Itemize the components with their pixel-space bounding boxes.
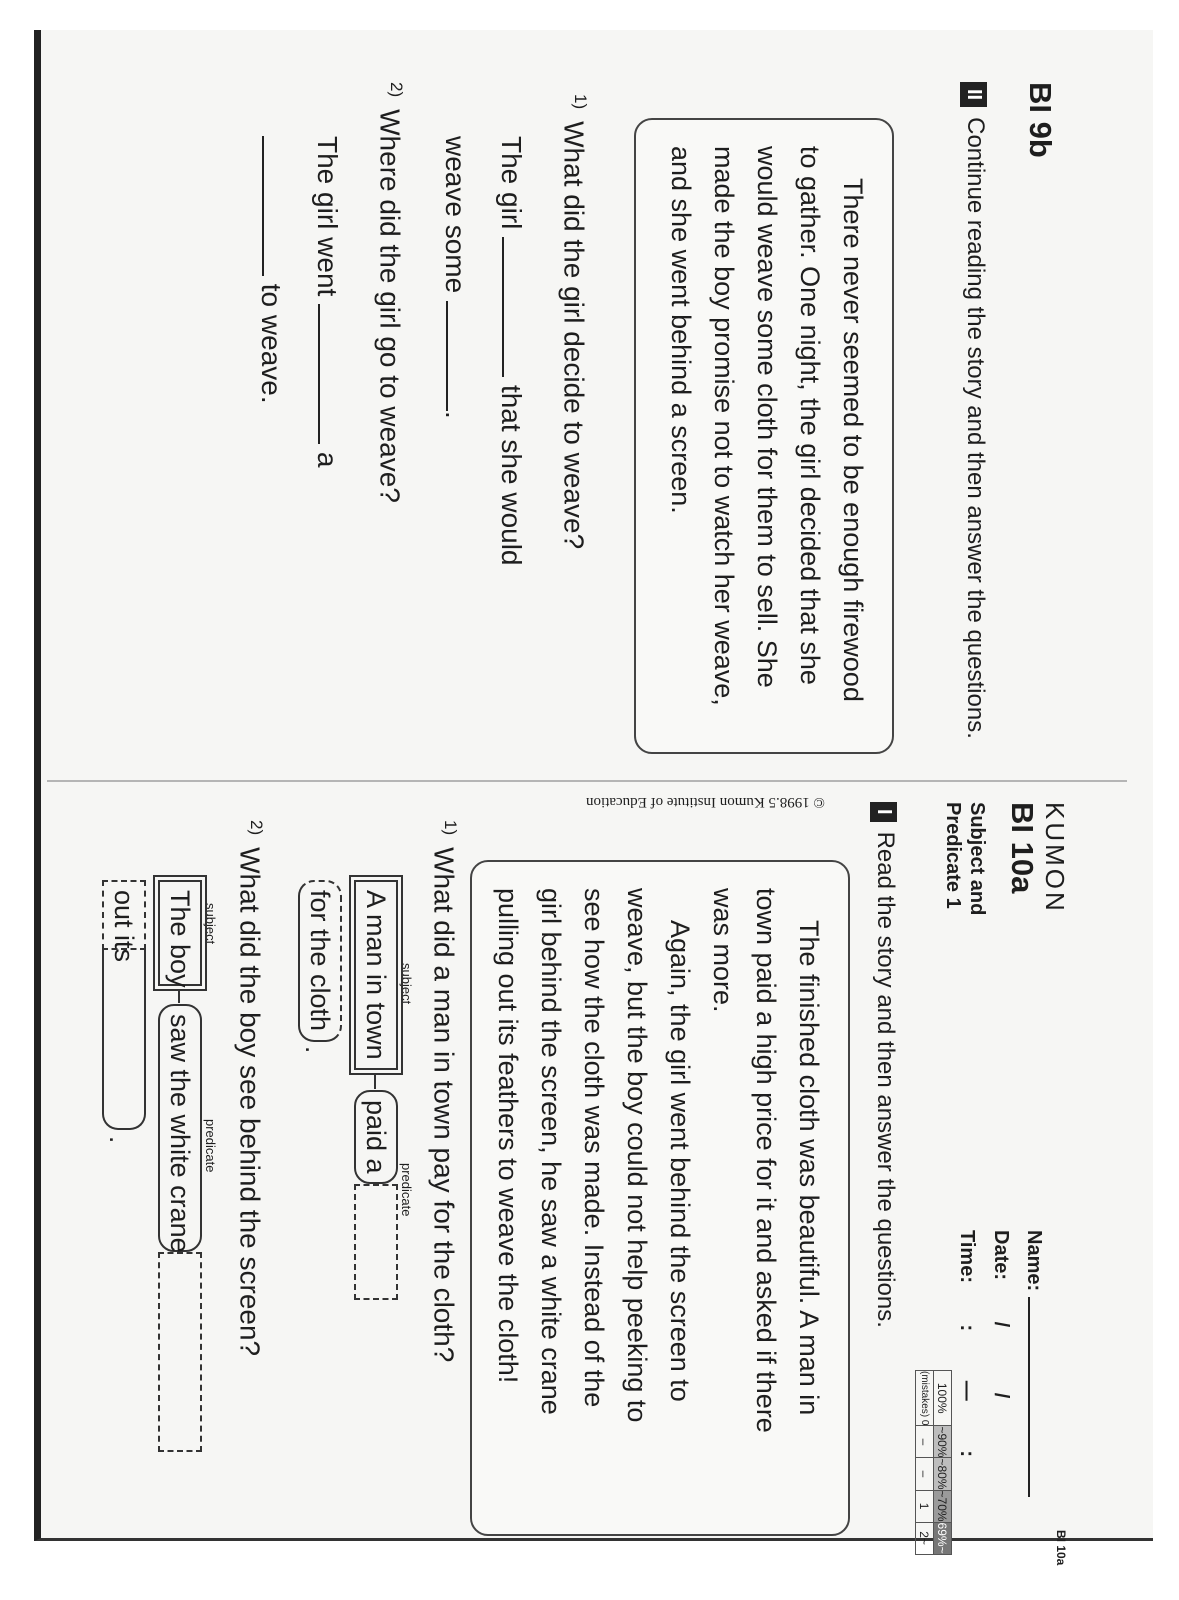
subject-box: The boy [158, 880, 202, 986]
topic-line-2: Predicate 1 [942, 802, 964, 909]
question-number: 2) [247, 820, 266, 836]
section-mark: II [960, 82, 987, 107]
question-1 [558, 94, 590, 549]
time-field [955, 1230, 978, 1457]
predicate-answer-input[interactable] [354, 1184, 398, 1300]
story-line: girl behind the screen, he saw a white crane [536, 888, 566, 1415]
predicate-caption: predicate [399, 1160, 414, 1219]
subject-caption: subject [203, 900, 218, 947]
name-field [1022, 1230, 1048, 1497]
answer-text: to weave. [256, 283, 287, 404]
instruction [958, 82, 992, 762]
continuation-answer-input[interactable] [102, 950, 146, 1130]
score-value: (mistakes) 0 [916, 1371, 934, 1426]
predicate-box: saw the white crane [158, 1004, 202, 1252]
answer-line [495, 136, 530, 566]
copyright: © 1998.5 Kumon Institute of Education [586, 794, 825, 810]
topic-line-1: Subject and [966, 802, 988, 916]
page-fold [47, 780, 1127, 782]
score-table [915, 1370, 952, 1555]
score-header: ~70% [935, 1490, 950, 1522]
subject-box: A man in town [354, 880, 398, 1070]
score-value: – [916, 1426, 934, 1458]
predicate-caption: predicate [203, 1116, 218, 1175]
story-line: Again, the girl went behind the screen to [665, 920, 695, 1402]
corner-code: BI 10a [1054, 1530, 1068, 1566]
question-number: 1) [571, 94, 590, 110]
story-line: pulling out its feathers to weave the cloth! [493, 888, 523, 1384]
question-number: 1) [441, 820, 460, 836]
date-field [989, 1230, 1012, 1398]
name-label: Name: [1023, 1230, 1045, 1292]
answer-blank[interactable] [502, 237, 530, 377]
connector-line [374, 1075, 376, 1089]
answer-text: that she would [496, 384, 527, 566]
story-line: to gather. One night, the girl decided that she [795, 146, 825, 685]
period: . [104, 1136, 134, 1144]
continuation-box: for the cloth [298, 880, 342, 1042]
answer-text: . [440, 410, 471, 419]
story-line: made the boy promise not to watch her weave, [709, 146, 739, 706]
question-1 [428, 820, 460, 1362]
score-header: 100% [934, 1371, 952, 1426]
worksheet-bi-9b [50, 60, 1070, 770]
question-text: What did the boy see behind the screen? [234, 847, 266, 1357]
time-dash: — [956, 1380, 978, 1401]
score-value: 1 [916, 1490, 934, 1522]
section-mark: I [870, 802, 897, 822]
story-line: The finished cloth was beautiful. A man in [794, 920, 824, 1416]
name-input[interactable] [1028, 1297, 1048, 1497]
connector-line [178, 991, 180, 1003]
score-header: ~90% [935, 1426, 950, 1458]
predicate-box: paid a [354, 1090, 398, 1184]
answer-line [311, 136, 346, 467]
answer-text: The girl went [312, 136, 343, 297]
story-line: There never seemed to be enough firewood [838, 178, 868, 702]
level-code: BI 9b [1023, 82, 1058, 158]
date-separator: / [990, 1392, 1012, 1399]
answer-blank[interactable] [446, 301, 474, 411]
date-separator: / [990, 1321, 1012, 1328]
instruction [868, 802, 902, 1328]
time-label: Time: [956, 1230, 978, 1283]
time-colon: : [956, 1324, 978, 1332]
question-number: 2) [387, 82, 406, 98]
instruction-text: Continue reading the story and then answer the questions. [962, 117, 989, 739]
predicate-answer-input[interactable] [158, 1252, 202, 1452]
kumon-logo: KUMON [1040, 802, 1070, 914]
answer-line [255, 136, 290, 404]
level-code: BI 10a [1005, 802, 1040, 894]
score-header: ~80% [935, 1458, 950, 1490]
story-line: and she went behind a screen. [666, 146, 696, 514]
answer-blank[interactable] [318, 304, 346, 444]
question-2 [234, 820, 266, 1356]
worksheet-bi-10a [50, 800, 1070, 1566]
score-value: 2~ [916, 1522, 934, 1554]
time-colon: : [956, 1450, 978, 1458]
story-box [634, 118, 894, 754]
date-label: Date: [990, 1230, 1012, 1281]
question-2 [374, 82, 406, 503]
answer-text: a [312, 451, 343, 468]
answer-blank[interactable] [262, 136, 290, 276]
story-line: see how the cloth was made. Instead of the [579, 888, 609, 1408]
question-text: What did a man in town pay for the cloth? [428, 847, 460, 1363]
story-line: weave, but the boy could not help peeking to [622, 888, 652, 1423]
answer-line [439, 136, 474, 419]
question-text: Where did the girl go to weave? [374, 109, 406, 503]
answer-text: weave some [440, 136, 471, 294]
continuation-box: out its [102, 880, 146, 950]
score-value: – [916, 1458, 934, 1490]
answer-text: The girl [496, 136, 527, 230]
story-line: town paid a high price for it and asked if there [751, 888, 781, 1433]
score-header: 69%~ [935, 1522, 950, 1554]
period: . [300, 1046, 330, 1054]
instruction-text: Read the story and then answer the questions. [872, 831, 899, 1328]
question-text: What did the girl decide to weave? [558, 121, 590, 550]
subject-caption: subject [399, 960, 414, 1007]
story-line: was more. [708, 888, 738, 1013]
story-box [470, 860, 850, 1536]
story-line: would weave some cloth for them to sell. She [752, 146, 782, 688]
